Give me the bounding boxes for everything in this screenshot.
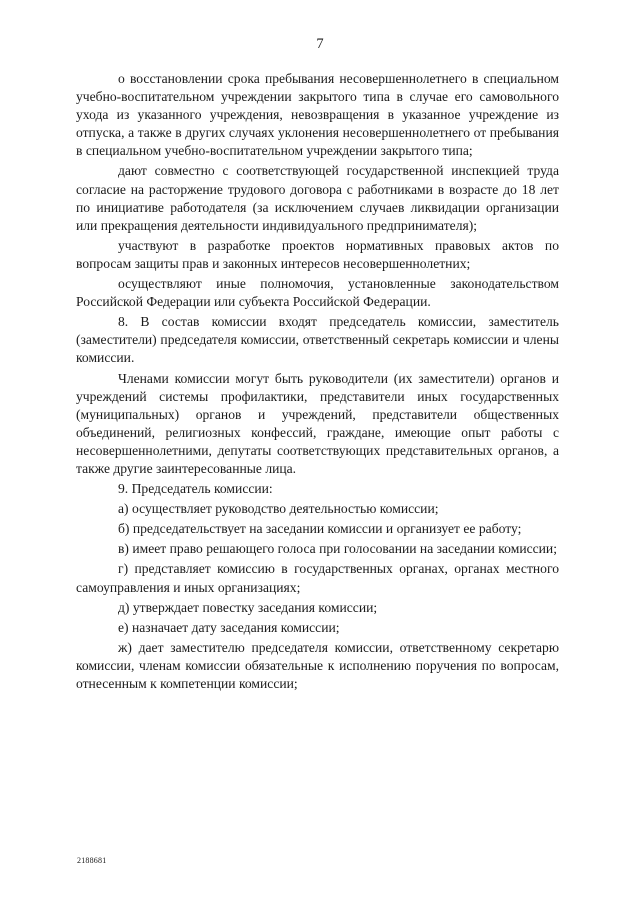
paragraph-1: о восстановлении срока пребывания несовершеннолетнего в специальном учебно-воспитательном учреждении закрытого типа в случае его самовольного ухода из указанного учреждения, невозвращения в указанное учреждение из отпуска, а также в других случаях уклонения несовершеннолетнего от пребывания в специальном учебно-воспитательном учреждении закрытого типа; (76, 71, 559, 159)
paragraph-14: ж) дает заместителю председателя комиссии, ответственному секретарю комиссии, членам комиссии обязательные к исполнению поручения по вопросам, отнесенным к компетенции комиссии; (76, 639, 559, 691)
paragraph-4: осуществляют иные полномочия, установленные законодательством Российской Федерации или субъекта Российской Федерации. (76, 276, 559, 310)
paragraph-11: г) представляет комиссию в государственных органах, органах местного самоуправления и иных организациях; (76, 561, 559, 595)
document-code: 2188681 (77, 856, 107, 865)
paragraph-7: 9. Председатель комиссии: (118, 481, 273, 497)
paragraph-5: 8. В состав комиссии входят председатель комиссии, заместитель (заместители) председателя комиссии, ответственный секретарь комиссии и члены комиссии. (76, 314, 559, 366)
paragraph-8: а) осуществляет руководство деятельностью комиссии; (118, 501, 439, 517)
page-number: 7 (316, 36, 324, 52)
paragraph-2: дают совместно с соответствующей государственной инспекцией труда согласие на расторжение трудового договора с работниками в возрасте до 18 лет по инициативе работодателя (за исключением случаев ликвидации организации или прекращения деятельности индивидуального предпринимателя); (76, 163, 559, 233)
paragraph-6: Членами комиссии могут быть руководители (их заместители) органов и учреждений системы профилактики, представители иных государственных (муниципальных) органов и учреждений, представители общественных объединений, религиозных конфессий, граждане, имеющие опыт работы с несовершеннолетними, депутаты соответствующих представительных органов, а также другие заинтересованные лица. (76, 370, 559, 476)
paragraph-12: д) утверждает повестку заседания комиссии; (118, 599, 378, 615)
paragraph-13: е) назначает дату заседания комиссии; (118, 619, 340, 635)
paragraph-3: участвуют в разработке проектов нормативных правовых актов по вопросам защиты прав и законных интересов несовершеннолетних; (76, 237, 559, 271)
document-body (76, 70, 559, 695)
paragraph-10: в) имеет право решающего голоса при голосовании на заседании комиссии; (118, 541, 557, 557)
paragraph-9: б) председательствует на заседании комиссии и организует ее работу; (118, 521, 522, 537)
